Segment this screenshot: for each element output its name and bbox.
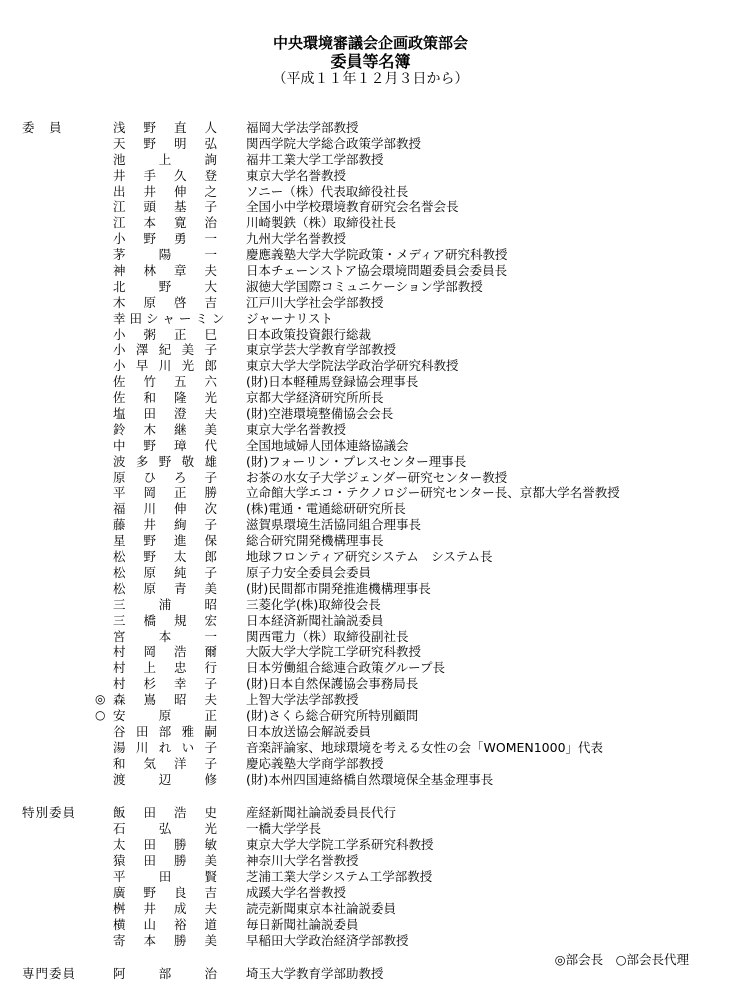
member-name: 佐 和 隆 光	[113, 390, 217, 406]
member-row	[0, 565, 741, 581]
member-name: 谷 田 部 雅 嗣	[113, 723, 217, 739]
member-affiliation: 関西学院大学総合政策学部教授	[246, 135, 422, 151]
member-name: 湯 川 れ い 子	[113, 739, 217, 755]
member-row	[0, 342, 741, 358]
member-name: 宮 本 一	[113, 628, 217, 644]
member-row	[0, 708, 741, 724]
member-name: 井 手 久 登	[113, 167, 217, 183]
member-name: 幸 田 シ ャ ー ミ ン	[113, 310, 225, 326]
member-row	[0, 629, 741, 645]
member-row	[0, 869, 741, 885]
member-row	[0, 692, 741, 708]
member-row	[0, 311, 741, 327]
member-affiliation: 一橋大学学長	[246, 821, 322, 837]
member-name: 安 原 正	[113, 707, 217, 723]
member-name: 福 川 伸 次	[113, 501, 217, 517]
member-name: 出 井 伸 之	[113, 183, 217, 199]
member-affiliation: 埼玉大学教育学部助教授	[246, 966, 384, 982]
member-row	[0, 279, 741, 295]
member-affiliation: ジャーナリスト	[246, 310, 334, 326]
member-row	[0, 438, 741, 454]
member-row	[0, 295, 741, 311]
member-name: 江 頭 基 子	[113, 199, 217, 215]
member-row	[0, 724, 741, 740]
member-name: 渡 辺 修	[113, 771, 217, 787]
member-name: 寄 本 勝 美	[113, 932, 217, 948]
member-affiliation: 日本政策投資銀行総裁	[246, 326, 372, 342]
member-row	[0, 805, 741, 821]
member-name: 太 田 勝 敏	[113, 837, 217, 853]
member-row	[0, 390, 741, 406]
member-name: 桝 井 成 夫	[113, 900, 217, 916]
member-row	[0, 422, 741, 438]
member-row	[0, 168, 741, 184]
member-row	[0, 581, 741, 597]
member-affiliation: 慶應義塾大学大学院政策・メディア研究科教授	[246, 247, 508, 263]
member-affiliation: 立命館大学エコ・テクノロジー研究センター長、京都大学名誉教授	[246, 485, 620, 501]
member-row	[0, 901, 741, 917]
section-category-label: 特別委員	[22, 805, 77, 821]
effective-date: （平成１１年１２月３日から）	[272, 71, 469, 87]
member-row	[0, 853, 741, 869]
member-affiliation: 日本放送協会解説委員	[246, 723, 372, 739]
member-affiliation: (財)空港環境整備協会会長	[246, 406, 394, 422]
member-affiliation: 江戸川大学社会学部教授	[246, 294, 384, 310]
member-name: 佐 竹 五 六	[113, 374, 217, 390]
member-row	[0, 501, 741, 517]
member-affiliation: 成蹊大学名誉教授	[246, 884, 347, 900]
member-row	[0, 644, 741, 660]
member-row	[0, 231, 741, 247]
member-row	[0, 772, 741, 788]
member-name: 波 多 野 敬 雄	[113, 453, 217, 469]
member-roster	[0, 120, 741, 982]
member-name: 三 橋 規 宏	[113, 612, 217, 628]
member-row	[0, 885, 741, 901]
member-affiliation: (株)電通・電通総研研究所長	[246, 501, 406, 517]
member-name: 江 本 寛 治	[113, 215, 217, 231]
member-row	[0, 136, 741, 152]
member-affiliation: 東京学芸大学教育学部教授	[246, 342, 397, 358]
member-row	[0, 374, 741, 390]
member-name: 星 野 進 保	[113, 533, 217, 549]
member-affiliation: 総合研究開発機構理事長	[246, 533, 384, 549]
member-row	[0, 613, 741, 629]
member-affiliation: 毎日新聞社論説委員	[246, 916, 359, 932]
member-affiliation: 音楽評論家、地球環境を考える女性の会「WOMEN1000」代表	[246, 739, 604, 755]
section-category-label: 委 員	[22, 120, 63, 135]
member-affiliation: 川崎製鉄（株）取締役社長	[246, 215, 397, 231]
member-name: 平 岡 正 勝	[113, 485, 217, 501]
member-affiliation: 上智大学法学部教授	[246, 692, 359, 708]
member-row	[0, 406, 741, 422]
member-affiliation: 日本労働組合総連合政策グループ長	[246, 660, 446, 676]
member-name: 木 原 啓 吉	[113, 294, 217, 310]
member-row	[0, 917, 741, 933]
member-row	[0, 933, 741, 949]
member-affiliation: 全国小中学校環境教育研究会名誉会長	[246, 199, 459, 215]
member-row	[0, 756, 741, 772]
member-affiliation: 地球フロンティア研究システム システム長	[246, 549, 493, 565]
member-name: 森 嶌 昭 夫	[113, 692, 217, 708]
member-name: 中 野 璋 代	[113, 437, 217, 453]
member-affiliation: 京都大学経済研究所所長	[246, 390, 384, 406]
member-row	[0, 454, 741, 470]
member-row	[0, 470, 741, 486]
member-row	[0, 247, 741, 263]
member-row	[0, 215, 741, 231]
council-title: 中央環境審議会企画政策部会	[272, 34, 468, 52]
member-affiliation: (財)本州四国連絡橋自然環境保全基金理事長	[246, 771, 494, 787]
member-row	[0, 740, 741, 756]
member-name: 浅 野 直 人	[113, 120, 217, 135]
member-affiliation: 東京大学名誉教授	[246, 167, 347, 183]
member-affiliation: 芝浦工業大学システム工学部教授	[246, 868, 433, 884]
member-affiliation: 福井工業大学工学部教授	[246, 151, 384, 167]
member-row	[0, 358, 741, 374]
member-name: 藤 井 絢 子	[113, 517, 217, 533]
member-name: 三 浦 昭	[113, 596, 217, 612]
member-name: 原 ひ ろ 子	[113, 469, 217, 485]
member-name: 松 原 青 美	[113, 580, 217, 596]
member-affiliation: (財)日本軽種馬登録協会理事長	[246, 374, 419, 390]
member-name: 塩 田 澄 夫	[113, 406, 217, 422]
member-affiliation: お茶の水女子大学ジェンダー研究センター教授	[246, 469, 508, 485]
member-row	[0, 517, 741, 533]
member-affiliation: 九州大学名誉教授	[246, 231, 347, 247]
member-affiliation: 東京大学大学院法学政治学研究科教授	[246, 358, 459, 374]
member-name: 石 弘 光	[113, 821, 217, 837]
member-affiliation: 大阪大学大学院工学研究科教授	[246, 644, 422, 660]
vice-chair-mark: ○	[95, 707, 106, 722]
legend: ◎部会長 ○部会長代理	[554, 952, 689, 967]
member-affiliation: 早稲田大学政治経済学部教授	[246, 932, 409, 948]
member-affiliation: 産経新聞社論説委員長代行	[246, 805, 397, 821]
roster-title: 委員等名簿	[330, 52, 411, 71]
member-affiliation: 東京大学大学院工学系研究科教授	[246, 837, 434, 853]
member-name: 村 杉 幸 子	[113, 676, 217, 692]
chair-mark: ◎	[95, 692, 106, 707]
document-header	[0, 34, 741, 88]
member-affiliation: 読売新聞東京本社論説委員	[246, 900, 397, 916]
member-row	[0, 327, 741, 343]
member-affiliation: (財)民間都市開発推進機構理事長	[246, 580, 431, 596]
member-row	[0, 597, 741, 613]
member-row	[0, 549, 741, 565]
member-name: 松 原 純 子	[113, 564, 217, 580]
member-affiliation: ソニー（株）代表取締役社長	[246, 183, 409, 199]
member-name: 茅 陽 一	[113, 247, 217, 263]
member-affiliation: 慶応義塾大学商学部教授	[246, 755, 384, 771]
member-name: 猿 田 勝 美	[113, 853, 217, 869]
member-row	[0, 485, 741, 501]
member-affiliation: 全国地域婦人団体連絡協議会	[246, 437, 409, 453]
member-name: 北 野 大	[113, 278, 217, 294]
member-affiliation: 日本経済新聞社論説委員	[246, 612, 384, 628]
member-name: 小 早 川 光 郎	[113, 358, 217, 374]
member-name: 天 野 明 弘	[113, 135, 217, 151]
member-name: 村 上 忠 行	[113, 660, 217, 676]
member-row	[0, 821, 741, 837]
member-affiliation: 滋賀県環境生活協同組合理事長	[246, 517, 422, 533]
section-gap	[0, 787, 741, 805]
member-affiliation: 日本チェーンストア協会環境問題委員会委員長	[246, 263, 508, 279]
member-row	[0, 152, 741, 168]
member-name: 阿 部 治	[113, 966, 217, 982]
member-row	[0, 660, 741, 676]
member-row	[0, 263, 741, 279]
member-name: 松 野 太 郎	[113, 549, 217, 565]
member-name: 廣 野 良 吉	[113, 884, 217, 900]
member-affiliation: 関西電力（株）取締役副社長	[246, 628, 409, 644]
member-affiliation: 三菱化学(株)取締役会長	[246, 596, 381, 612]
member-affiliation: (財)フォーリン・プレスセンター理事長	[246, 453, 467, 469]
member-affiliation: (財)さくら総合研究所特別顧問	[246, 707, 419, 723]
member-affiliation: (財)日本自然保護協会事務局長	[246, 676, 419, 692]
member-row	[0, 184, 741, 200]
member-affiliation: 原子力安全委員会委員	[246, 564, 372, 580]
member-row	[0, 120, 741, 136]
member-name: 飯 田 浩 史	[113, 805, 217, 821]
member-name: 小 澤 紀 美 子	[113, 342, 217, 358]
member-name: 鈴 木 継 美	[113, 421, 217, 437]
member-name: 池 上 詢	[113, 151, 217, 167]
member-row	[0, 676, 741, 692]
member-row	[0, 199, 741, 215]
member-affiliation: 淑徳大学国際コミュニケーション学部教授	[246, 278, 483, 294]
member-name: 神 林 章 夫	[113, 263, 217, 279]
member-row	[0, 837, 741, 853]
member-affiliation: 神奈川大学名誉教授	[246, 853, 359, 869]
member-affiliation: 東京大学名誉教授	[246, 421, 347, 437]
member-row	[0, 966, 741, 982]
member-name: 小 粥 正 巳	[113, 326, 217, 342]
section-category-label: 専門委員	[22, 966, 77, 982]
member-affiliation: 福岡大学法学部教授	[246, 120, 359, 135]
member-name: 横 山 裕 道	[113, 916, 217, 932]
member-row	[0, 533, 741, 549]
member-name: 小 野 勇 一	[113, 231, 217, 247]
member-name: 和 気 洋 子	[113, 755, 217, 771]
member-name: 村 岡 浩 爾	[113, 644, 217, 660]
member-name: 平 田 賢	[113, 868, 217, 884]
